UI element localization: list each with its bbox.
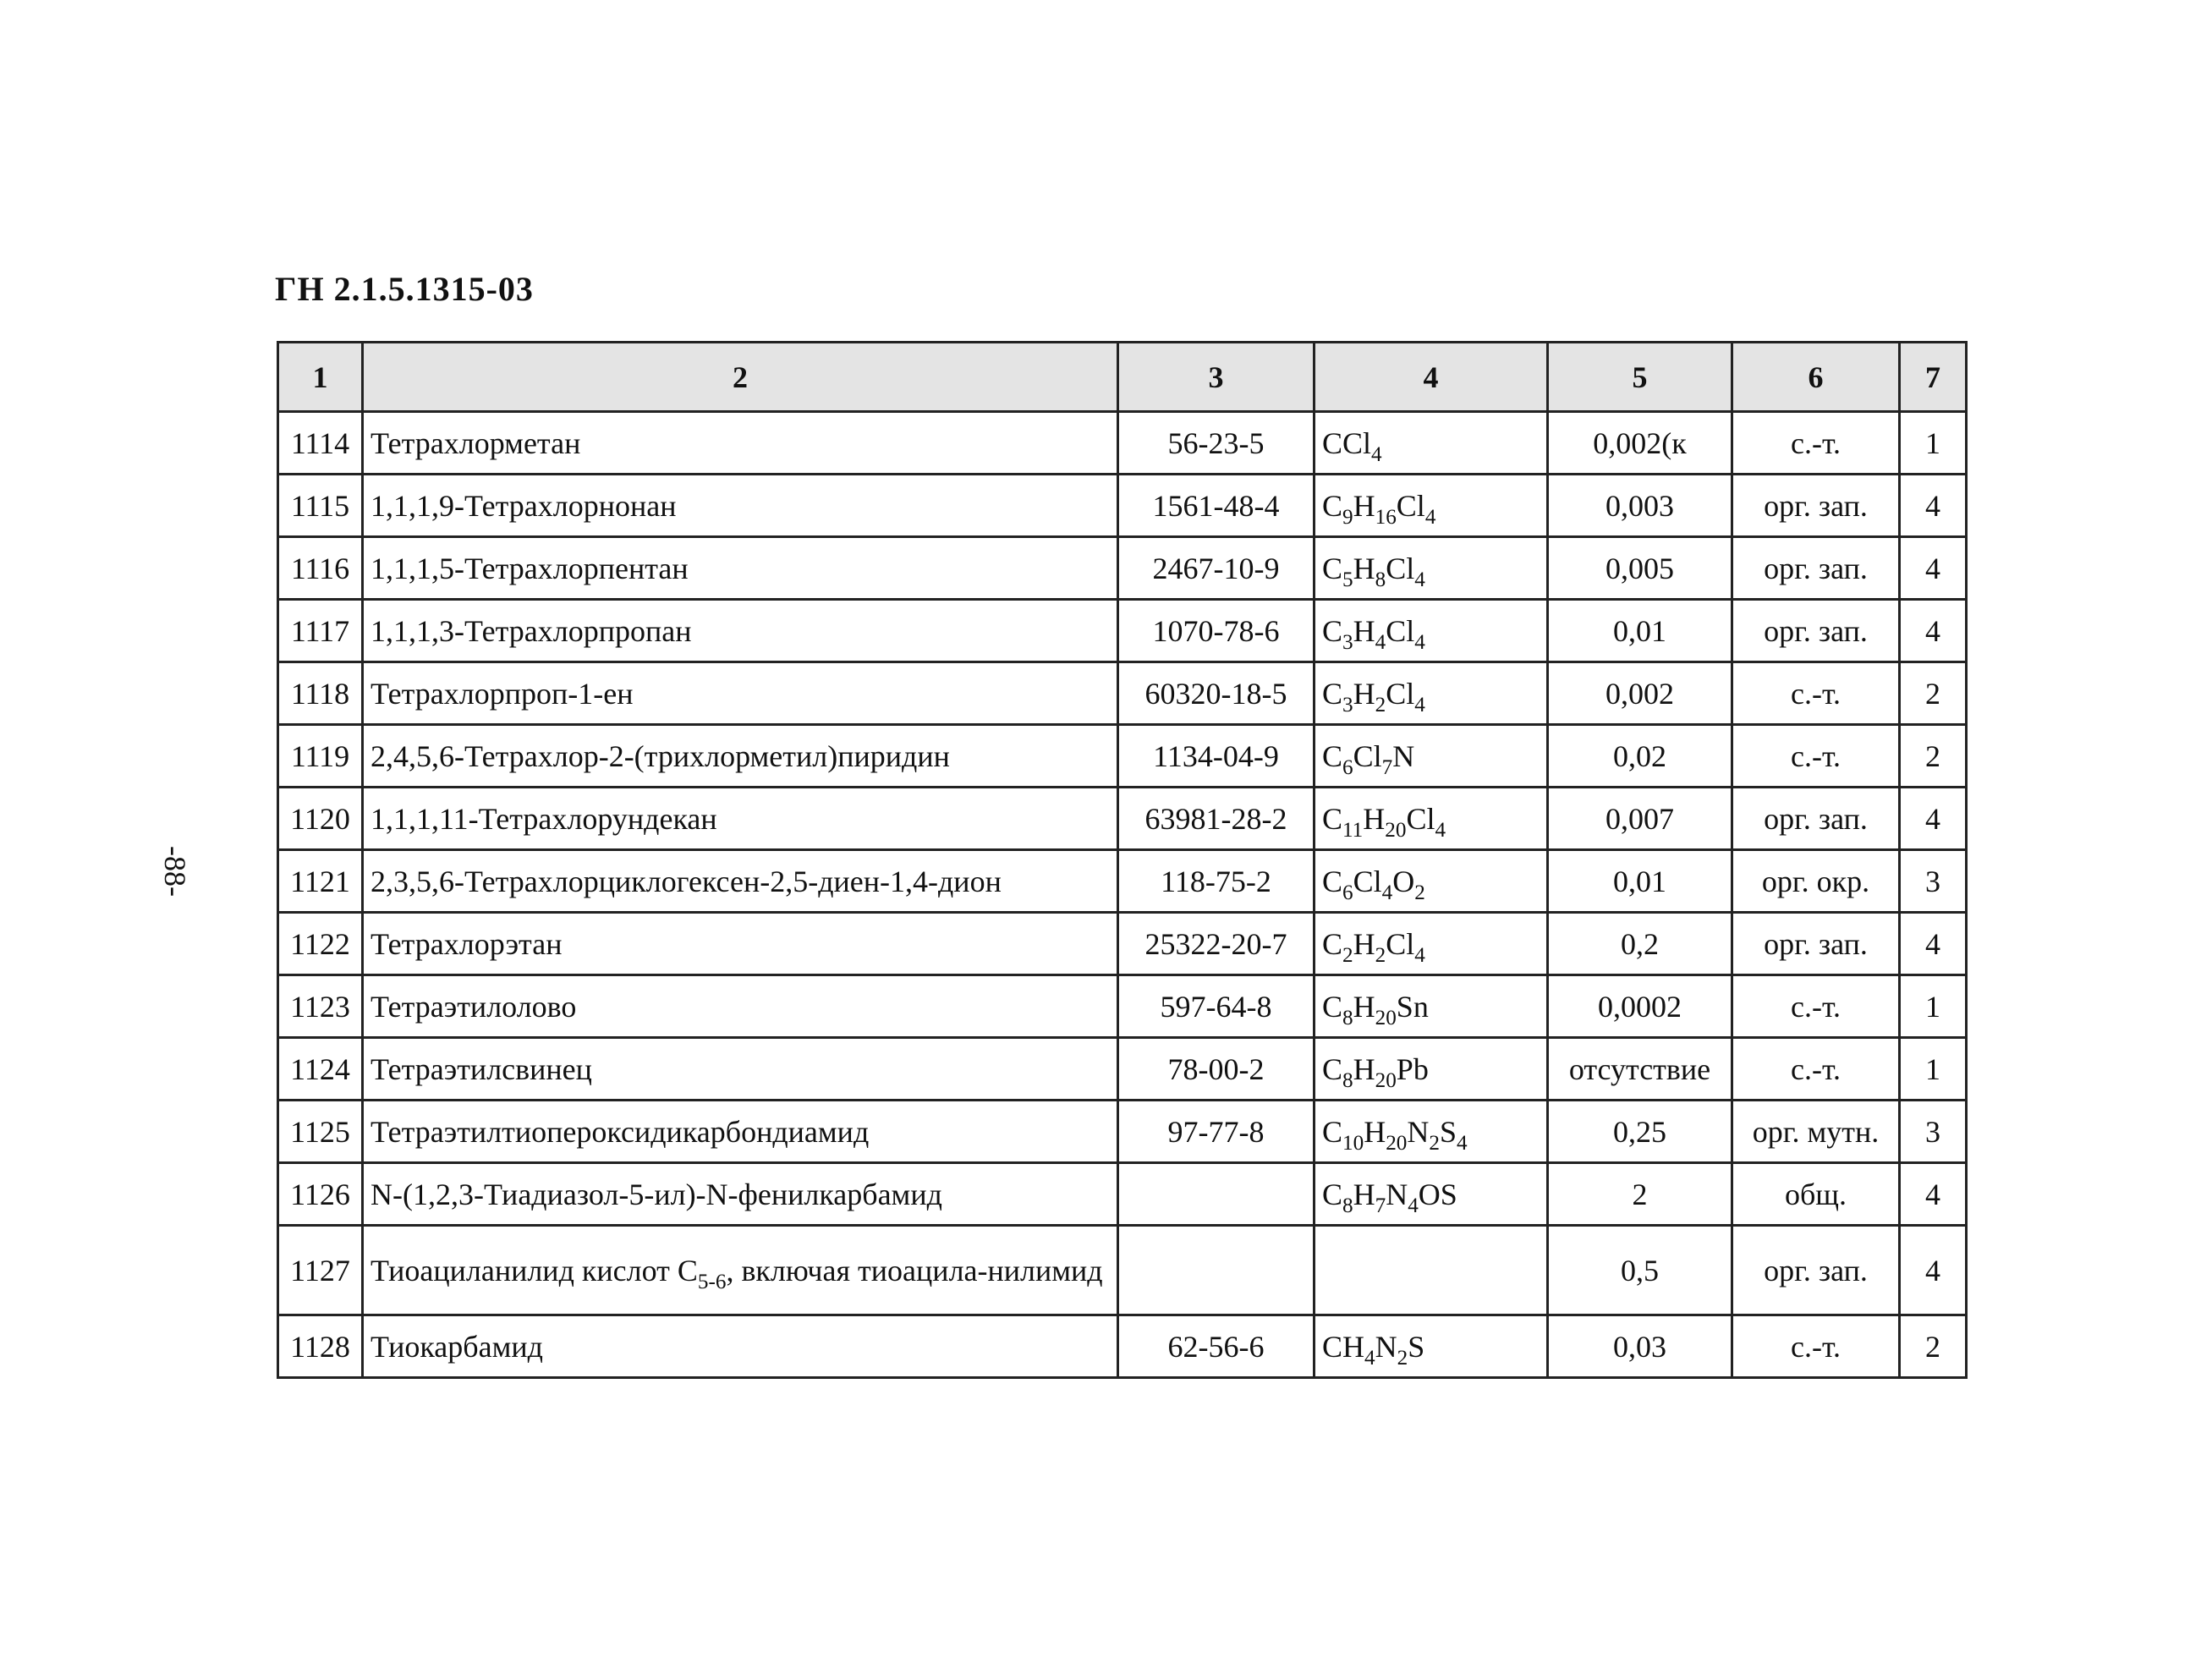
table-row [278, 975, 1967, 1038]
limit-value: 0,002(к [1548, 412, 1732, 475]
table-row [278, 1315, 1967, 1378]
chemical-formula: $C_6Cl_7N$ [1315, 725, 1548, 788]
row-number: 1117 [278, 600, 363, 662]
row-number: 1128 [278, 1315, 363, 1378]
limit-value: 0,5 [1548, 1226, 1732, 1315]
substance-name: 1,1,1,3-Тетрахлорпропан [363, 600, 1118, 662]
row-number: 1116 [278, 537, 363, 600]
table-row [278, 788, 1967, 850]
substance-name: Тетраэтилтиопероксидикарбондиамид [363, 1101, 1118, 1163]
cas-number: 63981-28-2 [1118, 788, 1315, 850]
row-number: 1123 [278, 975, 363, 1038]
hazard-class: 4 [1900, 1226, 1967, 1315]
table-row [278, 850, 1967, 913]
hazard-class: 3 [1900, 850, 1967, 913]
hazard-sign: с.-т. [1732, 412, 1900, 475]
table-row [278, 537, 1967, 600]
row-number: 1115 [278, 475, 363, 537]
column-header-4: 4 [1315, 343, 1548, 412]
hazard-sign: с.-т. [1732, 1038, 1900, 1101]
hazard-class: 2 [1900, 662, 1967, 725]
row-number: 1126 [278, 1163, 363, 1226]
table-row [278, 662, 1967, 725]
cas-number: 62-56-6 [1118, 1315, 1315, 1378]
row-number: 1127 [278, 1226, 363, 1315]
hazard-class: 1 [1900, 975, 1967, 1038]
limit-value: 0,003 [1548, 475, 1732, 537]
substance-name: Тетрахлорметан [363, 412, 1118, 475]
row-number: 1125 [278, 1101, 363, 1163]
substance-name: Тиоациланилид кислот $C_{5-6}$, включая тиоацила-нилимид [363, 1226, 1118, 1315]
limit-value: 0,02 [1548, 725, 1732, 788]
hazard-class: 3 [1900, 1101, 1967, 1163]
cas-number [1118, 1226, 1315, 1315]
table-row [278, 725, 1967, 788]
cas-number: 118-75-2 [1118, 850, 1315, 913]
limit-value: 0,002 [1548, 662, 1732, 725]
hazard-class: 4 [1900, 600, 1967, 662]
table-row [278, 600, 1967, 662]
row-number: 1121 [278, 850, 363, 913]
substance-name: Тетрахлорпроп-1-ен [363, 662, 1118, 725]
chemical-formula: CCl$_4$ [1315, 412, 1548, 475]
row-number: 1114 [278, 412, 363, 475]
limit-value: 0,01 [1548, 850, 1732, 913]
row-number: 1120 [278, 788, 363, 850]
column-header-7: 7 [1900, 343, 1967, 412]
chemical-formula: $C_6Cl_4O_2$ [1315, 850, 1548, 913]
hazard-class: 4 [1900, 788, 1967, 850]
cas-number: 78-00-2 [1118, 1038, 1315, 1101]
limit-value: отсутствие [1548, 1038, 1732, 1101]
row-number: 1119 [278, 725, 363, 788]
hazard-sign: орг. зап. [1732, 537, 1900, 600]
hazard-class: 1 [1900, 1038, 1967, 1101]
table-row [278, 475, 1967, 537]
substance-name: Тетрахлорэтан [363, 913, 1118, 975]
cas-number: 25322-20-7 [1118, 913, 1315, 975]
chemical-formula: $C_8H_{20}Sn$ [1315, 975, 1548, 1038]
hazard-sign: с.-т. [1732, 662, 1900, 725]
cas-number: 56-23-5 [1118, 412, 1315, 475]
hazard-class: 4 [1900, 1163, 1967, 1226]
row-number: 1118 [278, 662, 363, 725]
hazard-sign: орг. зап. [1732, 1226, 1900, 1315]
hazard-class: 1 [1900, 412, 1967, 475]
substance-name: 1,1,1,5-Тетрахлорпентан [363, 537, 1118, 600]
cas-number: 1070-78-6 [1118, 600, 1315, 662]
hazard-class: 2 [1900, 725, 1967, 788]
hazard-sign: общ. [1732, 1163, 1900, 1226]
table-row [278, 1101, 1967, 1163]
hazard-sign: орг. зап. [1732, 475, 1900, 537]
substance-name: Тиокарбамид [363, 1315, 1118, 1378]
table-body [278, 412, 1967, 1378]
substance-name: N-(1,2,3-Тиадиазол-5-ил)-N-фенилкарбамид [363, 1163, 1118, 1226]
cas-number: 97-77-8 [1118, 1101, 1315, 1163]
chemical-formula [1315, 1226, 1548, 1315]
chemical-formula: $C_3H_4Cl_4$ [1315, 600, 1548, 662]
table-row [278, 1038, 1967, 1101]
limit-value: 0,01 [1548, 600, 1732, 662]
table-row [278, 1226, 1967, 1315]
hazard-sign: орг. зап. [1732, 913, 1900, 975]
hazard-sign: орг. мутн. [1732, 1101, 1900, 1163]
column-header-2: 2 [363, 343, 1118, 412]
chemical-formula: $C_5H_8Cl_4$ [1315, 537, 1548, 600]
hazard-class: 4 [1900, 475, 1967, 537]
limit-value: 0,0002 [1548, 975, 1732, 1038]
hazard-sign: с.-т. [1732, 725, 1900, 788]
page-number: -88- [158, 846, 192, 897]
row-number: 1124 [278, 1038, 363, 1101]
hazard-class: 4 [1900, 913, 1967, 975]
table-row [278, 913, 1967, 975]
document-code: ГН 2.1.5.1315-03 [275, 270, 534, 308]
limit-value: 0,007 [1548, 788, 1732, 850]
limit-value: 2 [1548, 1163, 1732, 1226]
limit-value: 0,03 [1548, 1315, 1732, 1378]
hazard-sign: орг. зап. [1732, 600, 1900, 662]
chemical-formula: $C_{11}H_{20}Cl_4$ [1315, 788, 1548, 850]
column-header-3: 3 [1118, 343, 1315, 412]
substance-name: Тетраэтилсвинец [363, 1038, 1118, 1101]
cas-number: 1561-48-4 [1118, 475, 1315, 537]
hazard-class: 2 [1900, 1315, 1967, 1378]
substance-name: 2,4,5,6-Тетрахлор-2-(трихлорметил)пиридин [363, 725, 1118, 788]
table-row [278, 1163, 1967, 1226]
header-row [278, 343, 1967, 412]
cas-number: 2467-10-9 [1118, 537, 1315, 600]
substance-name: Тетраэтилолово [363, 975, 1118, 1038]
chemical-formula: $C_{10}H_{20}N_2S_4$ [1315, 1101, 1548, 1163]
substance-name: 1,1,1,11-Тетрахлорундекан [363, 788, 1118, 850]
table-row [278, 412, 1967, 475]
column-header-1: 1 [278, 343, 363, 412]
cas-number [1118, 1163, 1315, 1226]
hazard-sign: орг. окр. [1732, 850, 1900, 913]
row-number: 1122 [278, 913, 363, 975]
chemical-formula: $C_9H_{16}Cl_4$ [1315, 475, 1548, 537]
limit-value: 0,25 [1548, 1101, 1732, 1163]
chemical-formula: $C_8H_{20}Pb$ [1315, 1038, 1548, 1101]
hazard-class: 4 [1900, 537, 1967, 600]
column-header-6: 6 [1732, 343, 1900, 412]
substance-name: 2,3,5,6-Тетрахлорциклогексен-2,5-диен-1,4-дион [363, 850, 1118, 913]
substances-table [277, 341, 1968, 1379]
limit-value: 0,005 [1548, 537, 1732, 600]
hazard-sign: орг. зап. [1732, 788, 1900, 850]
cas-number: 1134-04-9 [1118, 725, 1315, 788]
cas-number: 60320-18-5 [1118, 662, 1315, 725]
hazard-sign: с.-т. [1732, 1315, 1900, 1378]
chemical-formula: $CH_4N_2S$ [1315, 1315, 1548, 1378]
cas-number: 597-64-8 [1118, 975, 1315, 1038]
chemical-formula: $C_2H_2Cl_4$ [1315, 913, 1548, 975]
limit-value: 0,2 [1548, 913, 1732, 975]
substance-name: 1,1,1,9-Тетрахлорнонан [363, 475, 1118, 537]
chemical-formula: $C_8H_7N_4OS$ [1315, 1163, 1548, 1226]
hazard-sign: с.-т. [1732, 975, 1900, 1038]
column-header-5: 5 [1548, 343, 1732, 412]
chemical-formula: $C_3H_2Cl_4$ [1315, 662, 1548, 725]
